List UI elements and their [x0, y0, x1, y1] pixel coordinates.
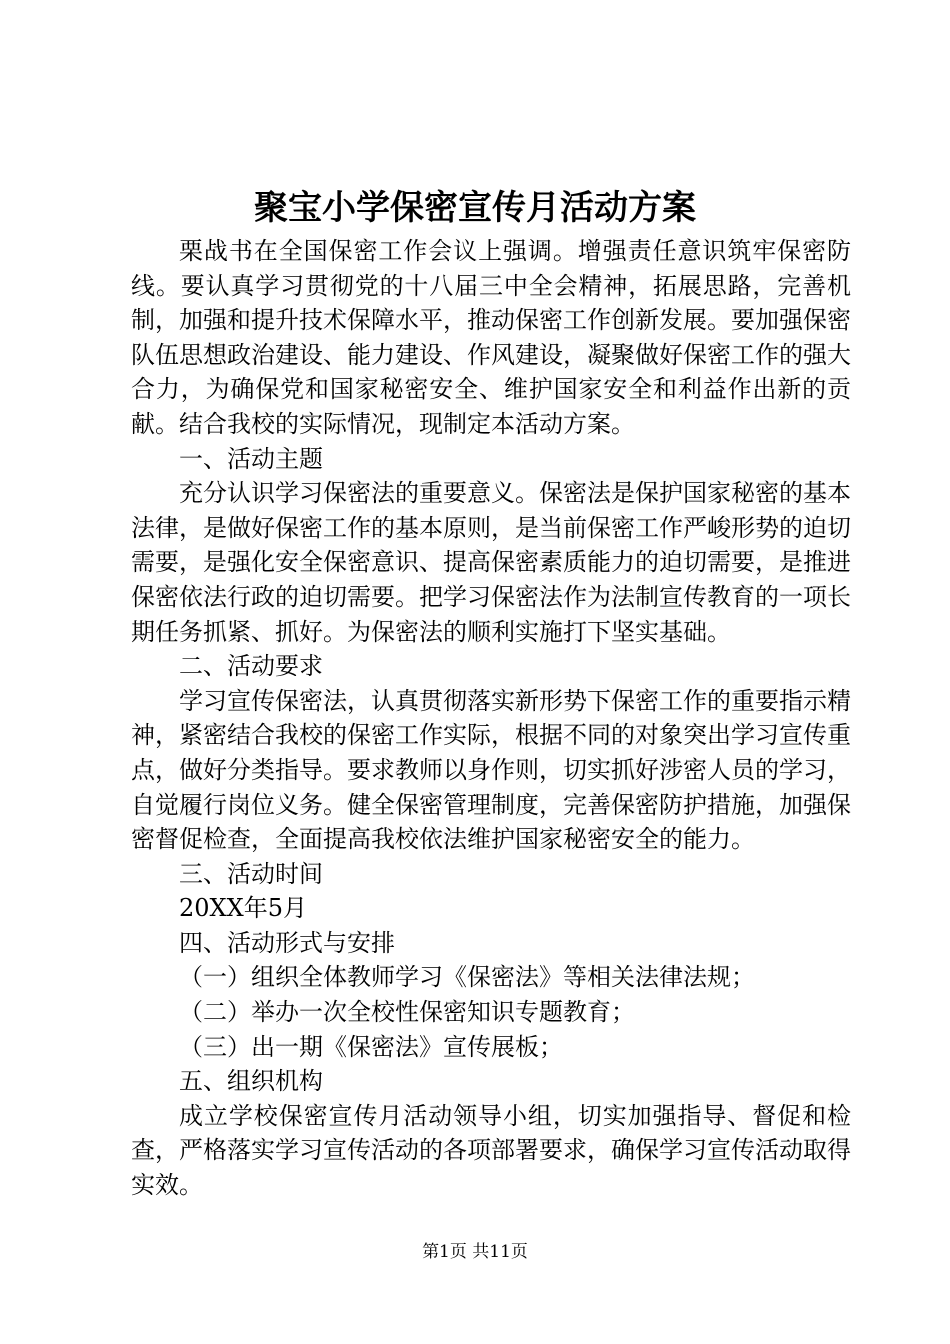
section-heading-format: 四、活动形式与安排 — [179, 928, 395, 957]
format-item-1: （一）组织全体教师学习《保密法》等相关法律法规； — [179, 963, 755, 992]
time-value: 20XX年5月 — [179, 894, 307, 923]
theme-paragraph: 充分认识学习保密法的重要意义。保密法是保护国家秘密的基本法律，是做好保密工作的基本原则，是当前保密工作严峻形势的迫切需要，是强化安全保密意识、提高保密素质能力的迫切需要，是推进保密依法行政的迫切需要。把学习保密法作为法制宣传教育的一项长期任务抓紧、抓好。为保密法的顺利实施打下坚实基础。 — [131, 479, 851, 646]
section-heading-organization: 五、组织机构 — [179, 1067, 323, 1096]
format-item-3: （三）出一期《保密法》宣传展板； — [179, 1032, 563, 1061]
document-body — [131, 234, 851, 1203]
section-heading-requirements: 二、活动要求 — [179, 652, 323, 681]
section-heading-theme: 一、活动主题 — [179, 444, 323, 473]
section-heading-time: 三、活动时间 — [179, 859, 323, 888]
requirements-paragraph: 学习宣传保密法，认真贯彻落实新形势下保密工作的重要指示精神，紧密结合我校的保密工作实际，根据不同的对象突出学习宣传重点，做好分类指导。要求教师以身作则，切实抓好涉密人员的学习，自觉履行岗位义务。健全保密管理制度，完善保密防护措施，加强保密督促检查，全面提高我校依法维护国家秘密安全的能力。 — [131, 686, 851, 854]
document-title: 聚宝小学保密宣传月活动方案 — [254, 188, 696, 228]
intro-paragraph: 栗战书在全国保密工作会议上强调。增强责任意识筑牢保密防线。要认真学习贯彻党的十八届三中全会精神，拓展思路，完善机制，加强和提升技术保障水平，推动保密工作创新发展。要加强保密队伍思想政治建设、能力建设、作风建设，凝聚做好保密工作的强大合力，为确保党和国家秘密安全、维护国家安全和利益作出新的贡献。结合我校的实际情况，现制定本活动方案。 — [131, 237, 851, 438]
page-number-footer: 第1页 共11页 — [422, 1242, 528, 1262]
format-item-2: （二）举办一次全校性保密知识专题教育； — [179, 998, 635, 1027]
organization-paragraph: 成立学校保密宣传月活动领导小组，切实加强指导、督促和检查，严格落实学习宣传活动的各项部署要求，确保学习宣传活动取得实效。 — [131, 1101, 851, 1200]
